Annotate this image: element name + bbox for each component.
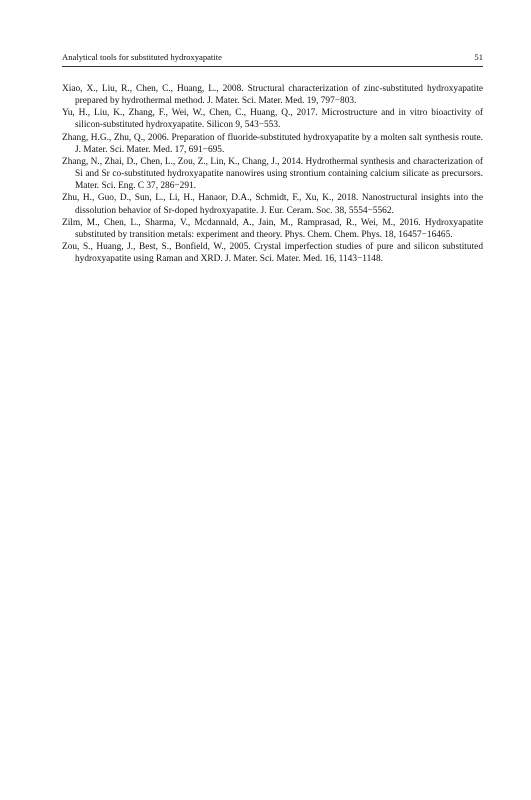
reference-yu-2017: Yu, H., Liu, K., Zhang, F., Wei, W., Chen, C., Huang, Q., 2017. Microstructure and in vitro bioactivity of silicon-substituted hydroxyapatite. Silicon 9, 543−553. bbox=[62, 108, 483, 131]
reference-zilm-2016: Zilm, M., Chen, L., Sharma, V., Mcdannald, A., Jain, M., Ramprasad, R., Wei, M., 2016. Hydroxyapatite substituted by transition metals: experiment and theory. Phys. Chem. Chem. Phys. 18, 16457−16465. bbox=[62, 217, 483, 240]
running-head bbox=[62, 50, 483, 64]
reference-zou-2005: Zou, S., Huang, J., Best, S., Bonfield, W., 2005. Crystal imperfection studies of pure and silicon substituted hydroxyapatite using Raman and XRD. J. Mater. Sci. Mater. Med. 16, 1143−1148. bbox=[62, 242, 483, 265]
page-number: 51 bbox=[474, 52, 483, 62]
reference-zhang-2014: Zhang, N., Zhai, D., Chen, L., Zou, Z., Lin, K., Chang, J., 2014. Hydrothermal synthesis and characterization of Si and Sr co-substituted hydroxyapatite nanowires using strontium containing calcium silicate as precursors. Mater. Sci. Eng. C 37, 286−291. bbox=[62, 156, 483, 192]
reference-zhang-2006: Zhang, H.G., Zhu, Q., 2006. Preparation of fluoride-substituted hydroxyapatite by a molten salt synthesis route. J. Mater. Sci. Mater. Med. 17, 691−695. bbox=[62, 132, 483, 155]
reference-xiao-2008: Xiao, X., Liu, R., Chen, C., Huang, L., 2008. Structural characterization of zinc-substituted hydroxyapatite prepared by hydrothermal method. J. Mater. Sci. Mater. Med. 19, 797−803. bbox=[62, 84, 483, 107]
header-rule bbox=[62, 66, 483, 67]
running-title: Analytical tools for substituted hydroxyapatite bbox=[62, 52, 222, 62]
reference-zhu-2018: Zhu, H., Guo, D., Sun, L., Li, H., Hanaor, D.A., Schmidt, F., Xu, K., 2018. Nanostructural insights into the dissolution behavior of Sr-doped hydroxyapatite. J. Eur. Ceram. Soc. 38, 5554−5562. bbox=[62, 193, 483, 216]
reference-list bbox=[62, 83, 483, 265]
